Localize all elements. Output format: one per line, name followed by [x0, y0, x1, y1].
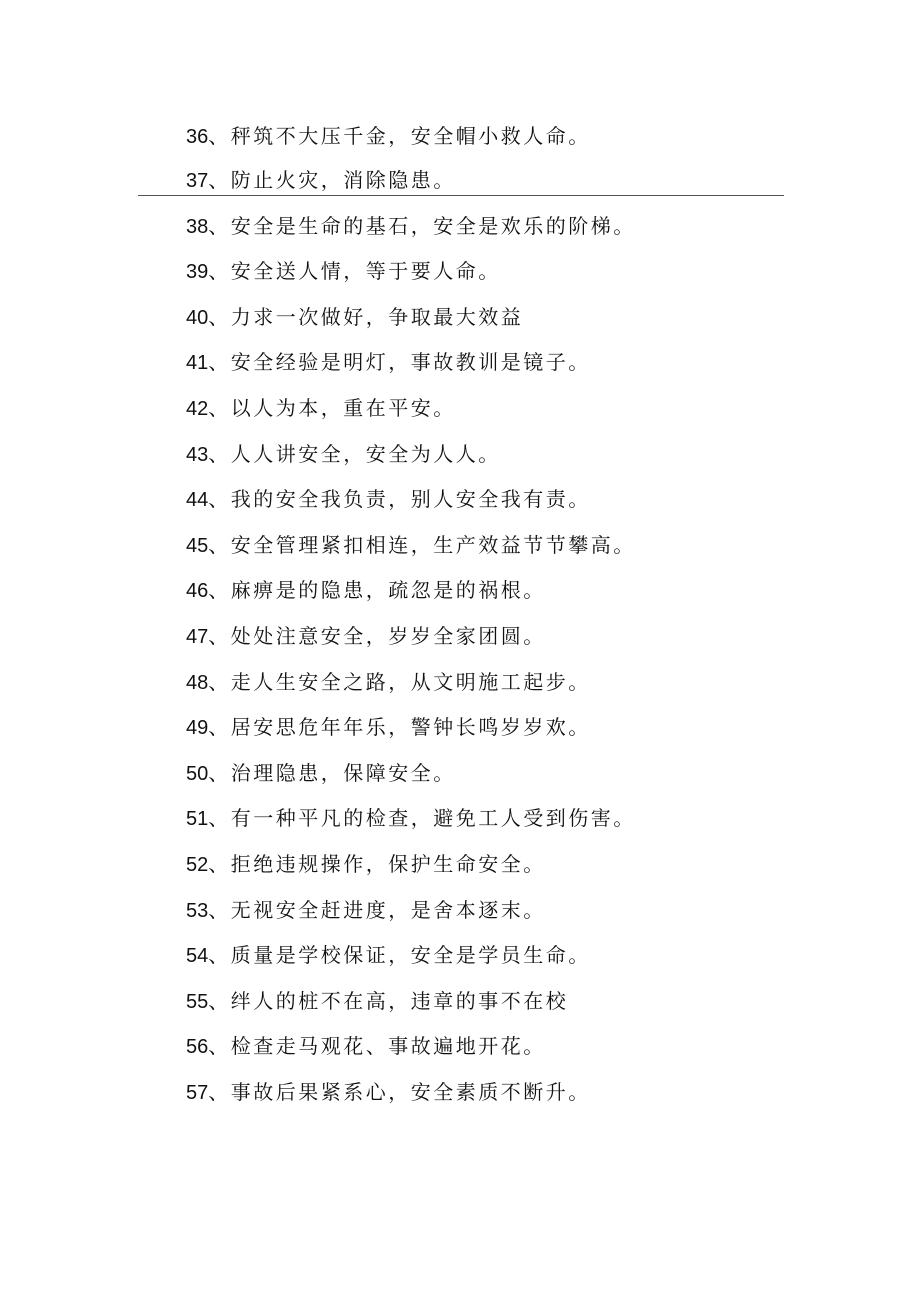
item-number: 49: [186, 717, 209, 740]
item-separator: 、: [208, 395, 231, 420]
item-separator: 、: [208, 715, 231, 740]
item-text: 治理隐患，保障安全。: [230, 760, 456, 785]
item-text: 无视安全赶进度，是舍本逐末。: [230, 897, 546, 922]
item-text: 安全管理紧扣相连，生产效益节节攀高。: [230, 532, 636, 557]
item-number: 45: [186, 534, 209, 557]
list-item: [186, 162, 636, 208]
item-text: 处处注意安全，岁岁全家团圆。: [230, 623, 546, 648]
list-item: [186, 755, 636, 801]
item-separator: 、: [208, 213, 231, 238]
list-item: [186, 299, 636, 345]
list-item: [186, 436, 636, 482]
slogan-list: [186, 118, 636, 1119]
item-separator: 、: [208, 943, 231, 968]
item-number: 53: [186, 899, 209, 922]
list-item: [186, 664, 636, 710]
item-text: 防止火灾，消除隐患。: [230, 168, 456, 192]
list-item: [186, 846, 636, 892]
item-text: 我的安全我负责，别人安全我有责。: [230, 487, 591, 512]
item-number: 38: [186, 215, 209, 238]
item-number: 46: [186, 580, 209, 603]
item-separator: 、: [208, 124, 231, 148]
item-number: 56: [186, 1036, 209, 1059]
item-text: 以人为本，重在平安。: [230, 395, 456, 420]
list-item: [186, 572, 636, 618]
item-separator: 、: [208, 806, 231, 831]
item-text: 走人生安全之路，从文明施工起步。: [230, 669, 591, 694]
list-item: [186, 800, 636, 846]
item-text: 事故后果紧系心，安全素质不断升。: [230, 1079, 591, 1104]
item-number: 40: [186, 306, 209, 329]
item-text: 安全是生命的基石，安全是欢乐的阶梯。: [230, 213, 636, 238]
item-text: 安全送人情，等于要人命。: [230, 259, 501, 284]
item-text: 有一种平凡的检查，避免工人受到伤害。: [230, 806, 636, 831]
item-number: 42: [186, 397, 209, 420]
item-separator: 、: [208, 168, 231, 192]
list-item: [186, 892, 636, 938]
list-item: [186, 344, 636, 390]
list-item: [186, 208, 636, 254]
list-item: [186, 253, 636, 299]
item-number: 52: [186, 853, 209, 876]
item-number: 39: [186, 261, 209, 284]
item-number: 43: [186, 443, 209, 466]
item-number: 47: [186, 625, 209, 648]
item-text: 居安思危年年乐，警钟长鸣岁岁欢。: [230, 715, 591, 740]
item-text: 检查走马观花、事故遍地开花。: [230, 1034, 546, 1059]
item-separator: 、: [208, 1034, 231, 1059]
item-separator: 、: [208, 350, 231, 375]
item-separator: 、: [208, 897, 231, 922]
item-number: 48: [186, 671, 209, 694]
item-text: 秤筑不大压千金，安全帽小救人命。: [230, 124, 591, 148]
item-number: 37: [186, 170, 209, 192]
item-separator: 、: [208, 851, 231, 876]
item-number: 55: [186, 990, 209, 1013]
item-separator: 、: [208, 578, 231, 603]
item-text: 安全经验是明灯，事故教训是镜子。: [230, 350, 591, 375]
item-separator: 、: [208, 532, 231, 557]
list-item: [186, 937, 636, 983]
item-number: 54: [186, 945, 209, 968]
item-text: 绊人的桩不在高，违章的事不在校: [230, 988, 569, 1013]
list-item: [186, 118, 636, 162]
item-separator: 、: [208, 623, 231, 648]
list-item: [186, 1028, 636, 1074]
item-number: 51: [186, 808, 209, 831]
list-item: [186, 618, 636, 664]
item-number: 44: [186, 489, 209, 512]
item-number: 36: [186, 126, 209, 148]
item-separator: 、: [208, 669, 231, 694]
item-text: 拒绝违规操作，保护生命安全。: [230, 851, 546, 876]
item-text: 人人讲安全，安全为人人。: [230, 441, 501, 466]
list-item: [186, 390, 636, 436]
list-item: [186, 983, 636, 1029]
item-separator: 、: [208, 988, 231, 1013]
item-number: 41: [186, 352, 209, 375]
item-separator: 、: [208, 441, 231, 466]
item-number: 50: [186, 762, 209, 785]
item-separator: 、: [208, 760, 231, 785]
list-item: [186, 481, 636, 527]
list-item: [186, 1074, 636, 1120]
item-separator: 、: [208, 304, 231, 329]
list-item: [186, 709, 636, 755]
item-number: 57: [186, 1081, 209, 1104]
item-separator: 、: [208, 259, 231, 284]
item-text: 质量是学校保证，安全是学员生命。: [230, 943, 591, 968]
item-text: 力求一次做好，争取最大效益: [230, 304, 524, 329]
item-separator: 、: [208, 1079, 231, 1104]
item-text: 麻痹是的隐患，疏忽是的祸根。: [230, 578, 546, 603]
list-item: [186, 527, 636, 573]
item-separator: 、: [208, 487, 231, 512]
